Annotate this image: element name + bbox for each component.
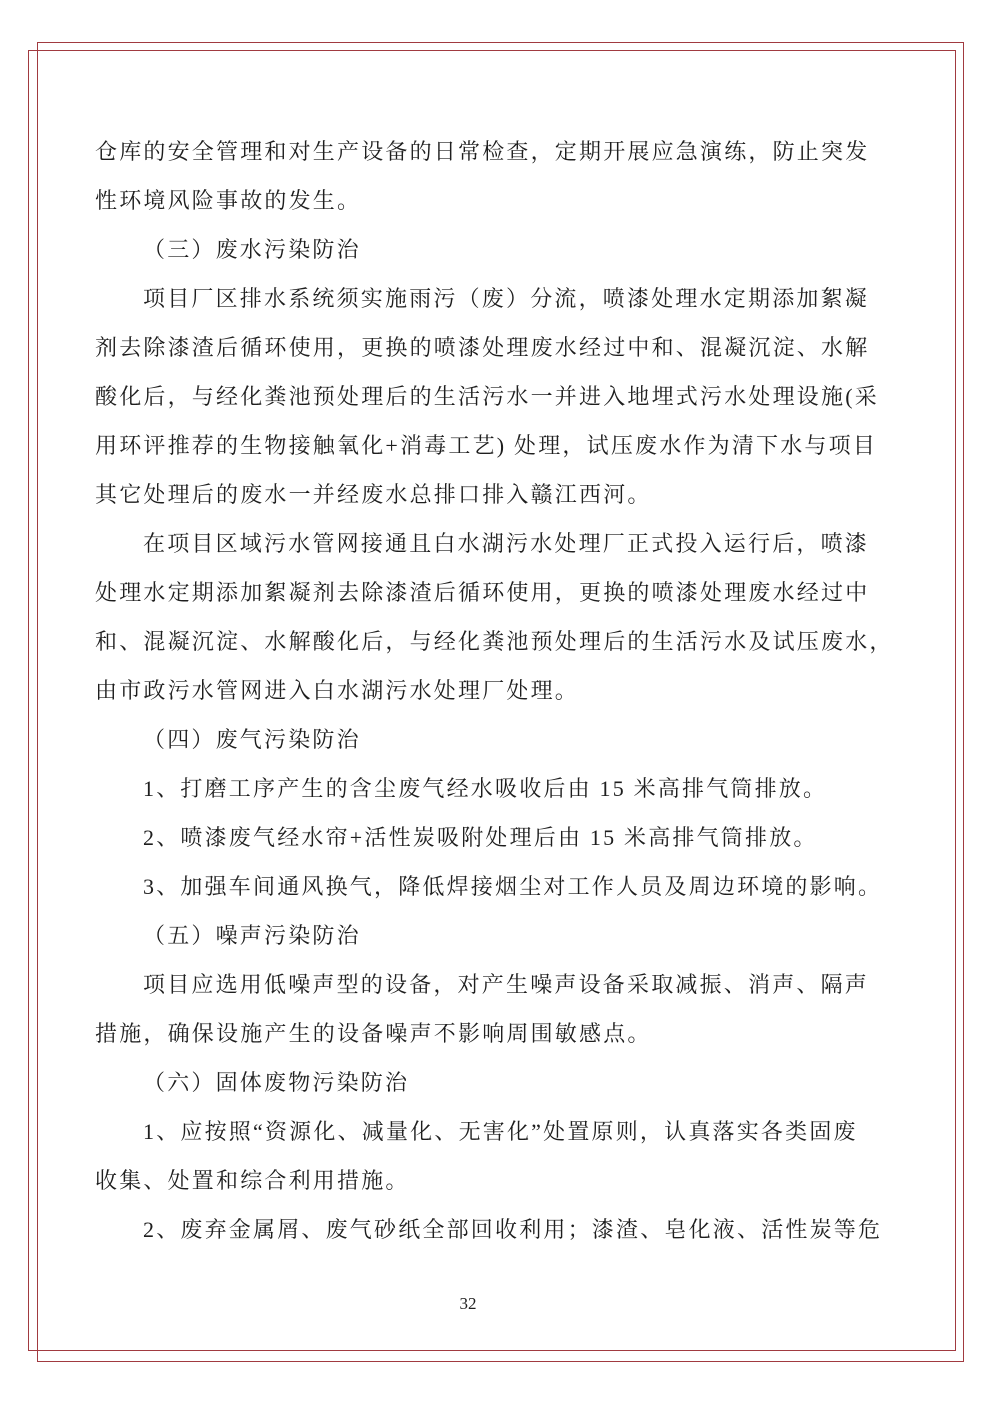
body-text-line: 和、混凝沉淀、水解酸化后，与经化粪池预处理后的生活污水及试压废水， bbox=[95, 629, 894, 654]
section-heading-line: （五）噪声污染防治 bbox=[143, 923, 361, 948]
list-item-line: 1、打磨工序产生的含尘废气经水吸收后由 15 米高排气筒排放。 bbox=[143, 776, 828, 801]
document-body bbox=[95, 127, 910, 1254]
body-text-line: 项目应选用低噪声型的设备，对产生噪声设备采取减振、消声、隔声 bbox=[143, 972, 870, 997]
list-item-line: 2、喷漆废气经水帘+活性炭吸附处理后由 15 米高排气筒排放。 bbox=[143, 825, 818, 850]
body-text-line: 收集、处置和综合利用措施。 bbox=[95, 1168, 410, 1193]
body-text-line: 处理水定期添加絮凝剂去除漆渣后循环使用，更换的喷漆处理废水经过中 bbox=[95, 580, 870, 605]
body-text-line: 仓库的安全管理和对生产设备的日常检查，定期开展应急演练，防止突发 bbox=[95, 139, 870, 164]
body-text-line: 性环境风险事故的发生。 bbox=[95, 188, 362, 213]
body-text-line: 剂去除漆渣后循环使用，更换的喷漆处理废水经过中和、混凝沉淀、水解 bbox=[95, 335, 870, 360]
section-heading-line: （六）固体废物污染防治 bbox=[143, 1070, 410, 1095]
section-heading-line: （三）废水污染防治 bbox=[143, 237, 361, 262]
list-item-line: 2、废弃金属屑、废气砂纸全部回收利用；漆渣、皂化液、活性炭等危 bbox=[143, 1217, 883, 1242]
body-text-line: 其它处理后的废水一并经废水总排口排入赣江西河。 bbox=[95, 482, 652, 507]
list-item-line: 3、加强车间通风换气，降低焊接烟尘对工作人员及周边环境的影响。 bbox=[143, 874, 883, 899]
body-text-line: 措施，确保设施产生的设备噪声不影响周围敏感点。 bbox=[95, 1021, 652, 1046]
section-heading-line: （四）废气污染防治 bbox=[143, 727, 361, 752]
body-text-line: 由市政污水管网进入白水湖污水处理厂处理。 bbox=[95, 678, 580, 703]
page-number: 32 bbox=[459, 1294, 477, 1313]
list-item-line: 1、应按照“资源化、减量化、无害化”处置原则，认真落实各类固废 bbox=[143, 1119, 858, 1144]
body-text-line: 酸化后，与经化粪池预处理后的生活污水一并进入地埋式污水处理设施(采 bbox=[95, 384, 879, 409]
body-text-line: 用环评推荐的生物接触氧化+消毒工艺) 处理，试压废水作为清下水与项目 bbox=[95, 433, 878, 458]
body-text-line: 项目厂区排水系统须实施雨污（废）分流，喷漆处理水定期添加絮凝 bbox=[143, 286, 870, 311]
body-text-line: 在项目区域污水管网接通且白水湖污水处理厂正式投入运行后，喷漆 bbox=[143, 531, 870, 556]
